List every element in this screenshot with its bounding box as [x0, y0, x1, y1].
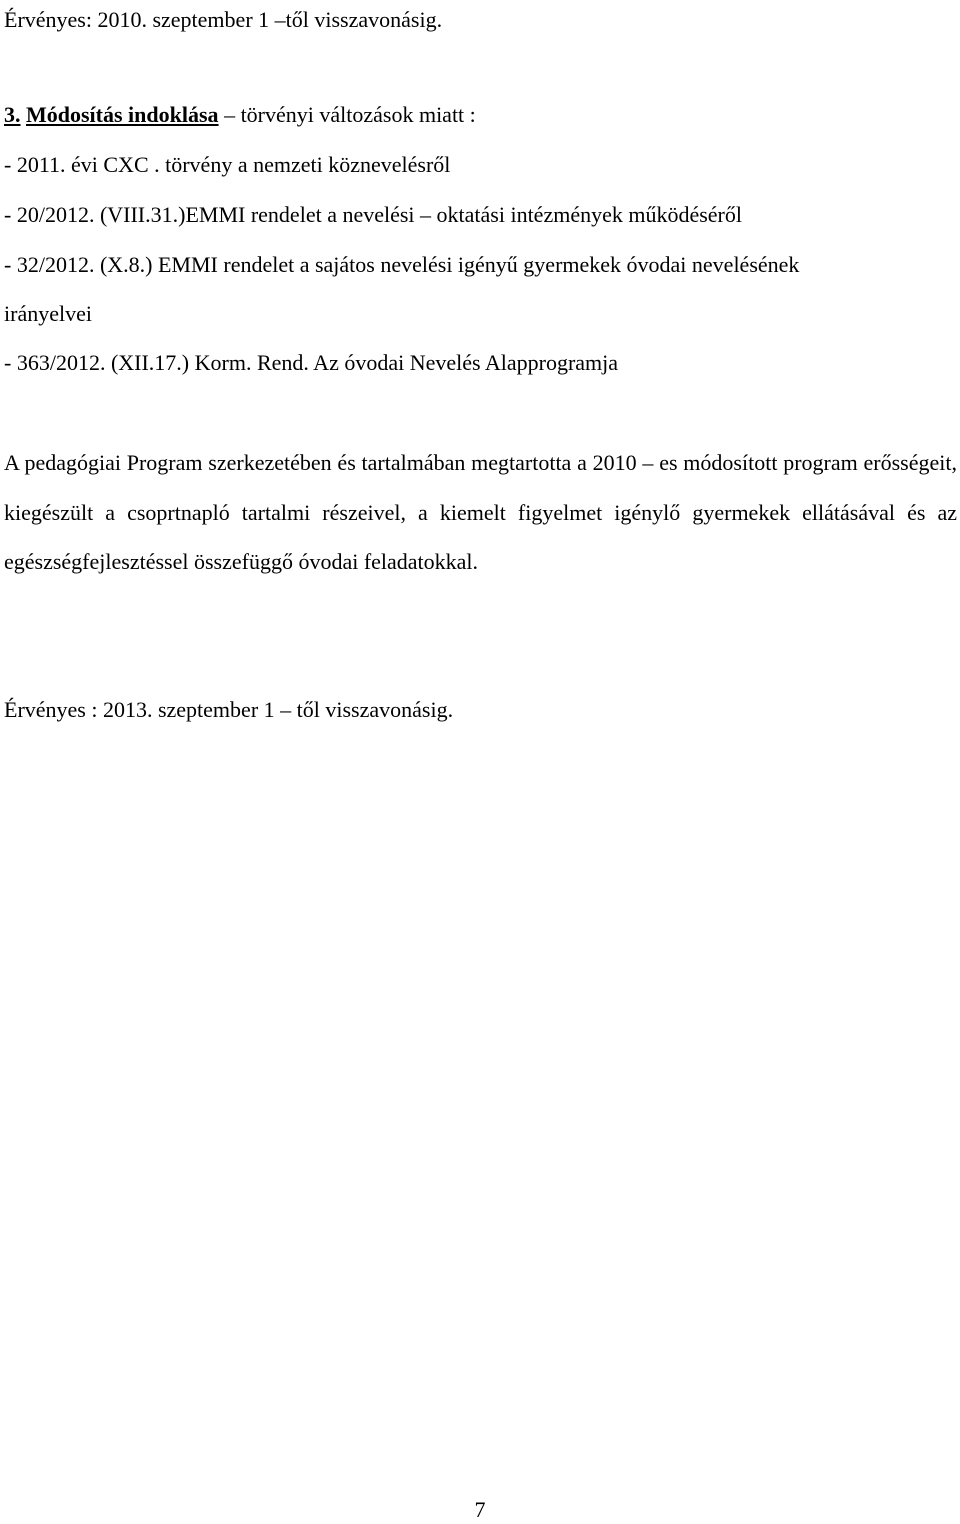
validity-line-bottom: Érvényes : 2013. szeptember 1 – től visszavonásig. — [4, 697, 454, 722]
body-paragraph: A pedagógiai Program szerkezetében és tartalmában megtartotta a 2010 – es módosított program erősségeit, kiegészült a csoprtnapló tartalmi részeivel, a kiemelt figyelmet igénylő gyermekek ellátásával és az egészségfejlesztéssel összefüggő óvodai feladatokkal. — [4, 450, 957, 574]
validity-line-top: Érvényes: 2010. szeptember 1 –től visszavonásig. — [4, 7, 443, 32]
law-item-continuation: irányelvei — [4, 301, 92, 326]
page-number: 7 — [474, 1497, 486, 1522]
law-item: - 363/2012. (XII.17.) Korm. Rend. Az óvodai Nevelés Alapprogramja — [4, 350, 619, 375]
section-title: Módosítás indoklása — [26, 102, 219, 127]
law-item: - 2011. évi CXC . törvény a nemzeti köznevelésről — [4, 152, 451, 177]
law-item: - 32/2012. (X.8.) EMMI rendelet a sajátos nevelési igényű gyermekek óvodai nevelésének — [4, 252, 800, 277]
section-number: 3. — [4, 102, 21, 127]
section-heading — [4, 101, 476, 129]
law-item: - 20/2012. (VIII.31.)EMMI rendelet a nevelési – oktatási intézmények működéséről — [4, 202, 742, 227]
section-subtitle: – törvényi változások miatt : — [218, 102, 476, 127]
